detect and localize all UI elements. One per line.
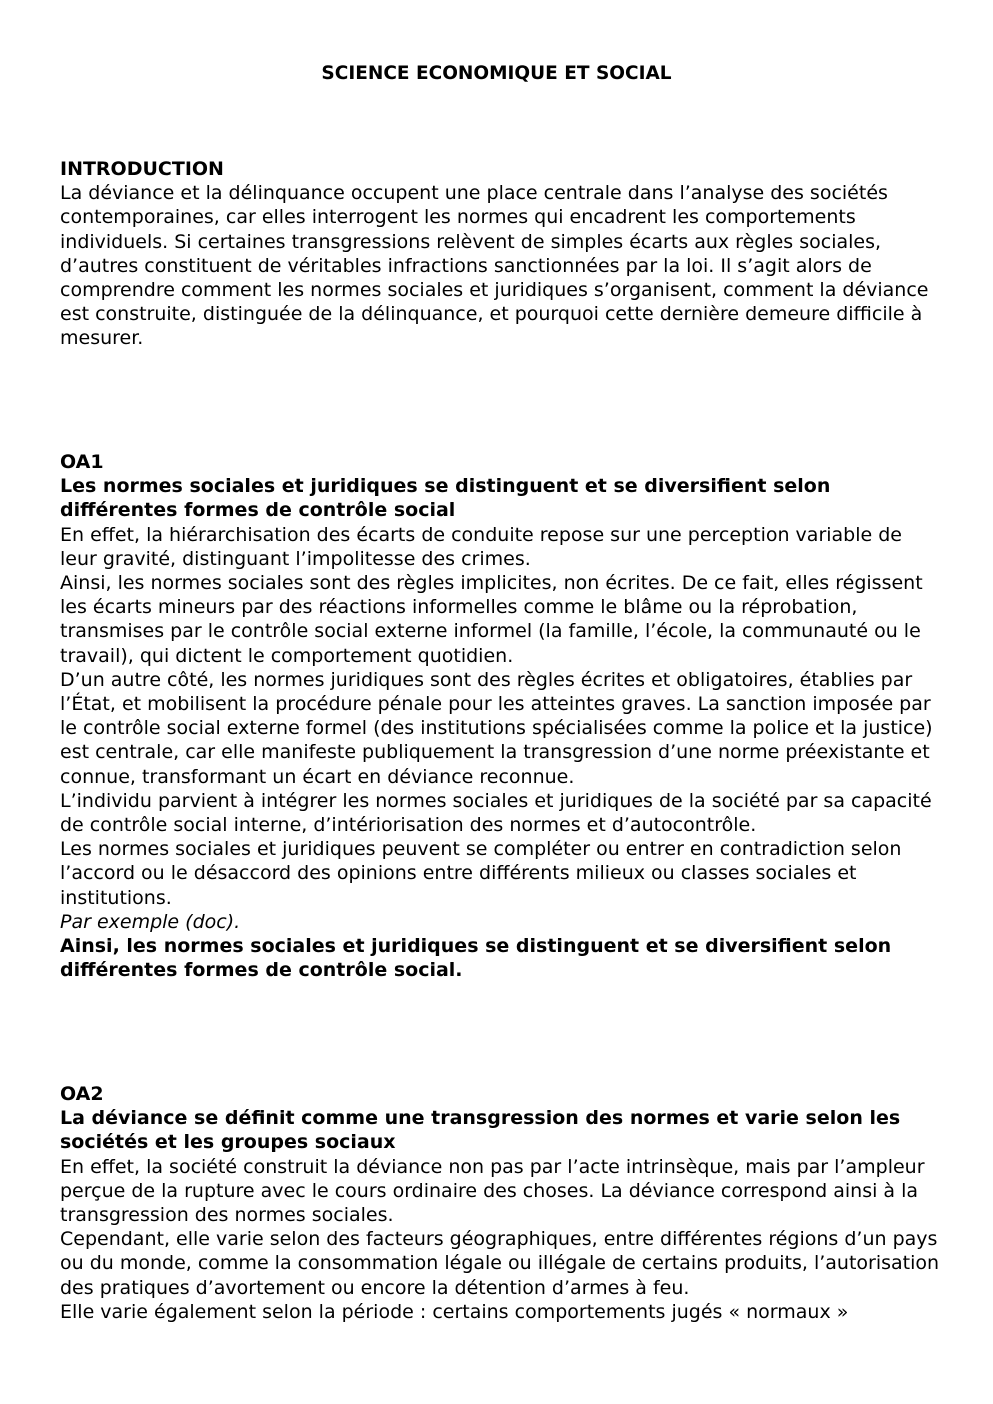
document-title: SCIENCE ECONOMIQUE ET SOCIAL [321, 63, 672, 84]
oa1-section [60, 450, 940, 982]
oa1-example: Par exemple (doc). [60, 910, 241, 933]
oa2-paragraph: En effet, la société construit la déviance non pas par l’acte intrinsèque, mais par l’ampleur perçue de la rupture avec le cours ordinaire des choses. La déviance correspond ainsi à la transgression des normes sociales. [60, 1155, 925, 1227]
oa2-paragraph: Cependant, elle varie selon des facteurs géographiques, entre différentes régions d’un pays ou du monde, comme la consommation légale ou illégale de certains produits, l’autorisation des pratiques d’avortement ou encore la détention d’armes à feu. [60, 1228, 940, 1299]
oa1-conclusion: Ainsi, les normes sociales et juridiques se distinguent et se diversifient selon différentes formes de contrôle social. [60, 935, 892, 982]
oa1-paragraph: L’individu parvient à intégrer les normes sociales et juridiques de la société par sa capacité de contrôle social interne, d’intériorisation des normes et d’autocontrôle. [60, 789, 932, 837]
oa2-section [60, 1082, 940, 1324]
oa2-paragraph: Elle varie également selon la période : certains comportements jugés « normaux » [60, 1300, 849, 1323]
oa2-label: OA2 [60, 1083, 104, 1105]
oa1-paragraph: Ainsi, les normes sociales sont des règles implicites, non écrites. De ce fait, elles régissent les écarts mineurs par des réactions informelles comme le blâme ou la réprobation, transmises par le contrôle social externe informel (la famille, l’école, la communauté ou le travail), qui dictent le comportement quotidien. [60, 572, 923, 667]
introduction-section [60, 157, 940, 351]
oa1-paragraph: D’un autre côté, les normes juridiques sont des règles écrites et obligatoires, établies par l’État, et mobilisent la procédure pénale pour les atteintes graves. La sanction imposée par le contrôle social externe formel (des institutions spécialisées comme la police et la justice) est centrale, car elle manifeste publiquement la transgression d’une norme préexistante et connue, transformant un écart en déviance reconnue. [60, 668, 933, 788]
oa1-heading: Les normes sociales et juridiques se distinguent et se diversifient selon différentes formes de contrôle social [60, 475, 831, 522]
oa1-paragraph: En effet, la hiérarchisation des écarts de conduite repose sur une perception variable de leur gravité, distinguant l’impolitesse des crimes. [60, 523, 902, 570]
oa1-paragraph: Les normes sociales et juridiques peuvent se compléter ou entrer en contradiction selon l’accord ou le désaccord des opinions entre différents milieux ou classes sociales et institutions. [60, 838, 902, 909]
introduction-heading: INTRODUCTION [60, 158, 224, 180]
oa2-heading: La déviance se définit comme une transgression des normes et varie selon les sociétés et les groupes sociaux [60, 1107, 901, 1154]
introduction-text: La déviance et la délinquance occupent une place centrale dans l’analyse des sociétés contemporaines, car elles interrogent les normes qui encadrent les comportements individuels. Si certaines transgressions relèvent de simples écarts aux règles sociales, d’autres constituent de véritables infractions sanctionnées par la loi. Il s’agit alors de comprendre comment les normes sociales et juridiques s’organisent, comment la déviance est construite, distinguée de la délinquance, et pourquoi cette dernière demeure difficile à mesurer. [60, 182, 929, 350]
oa1-label: OA1 [60, 451, 104, 473]
